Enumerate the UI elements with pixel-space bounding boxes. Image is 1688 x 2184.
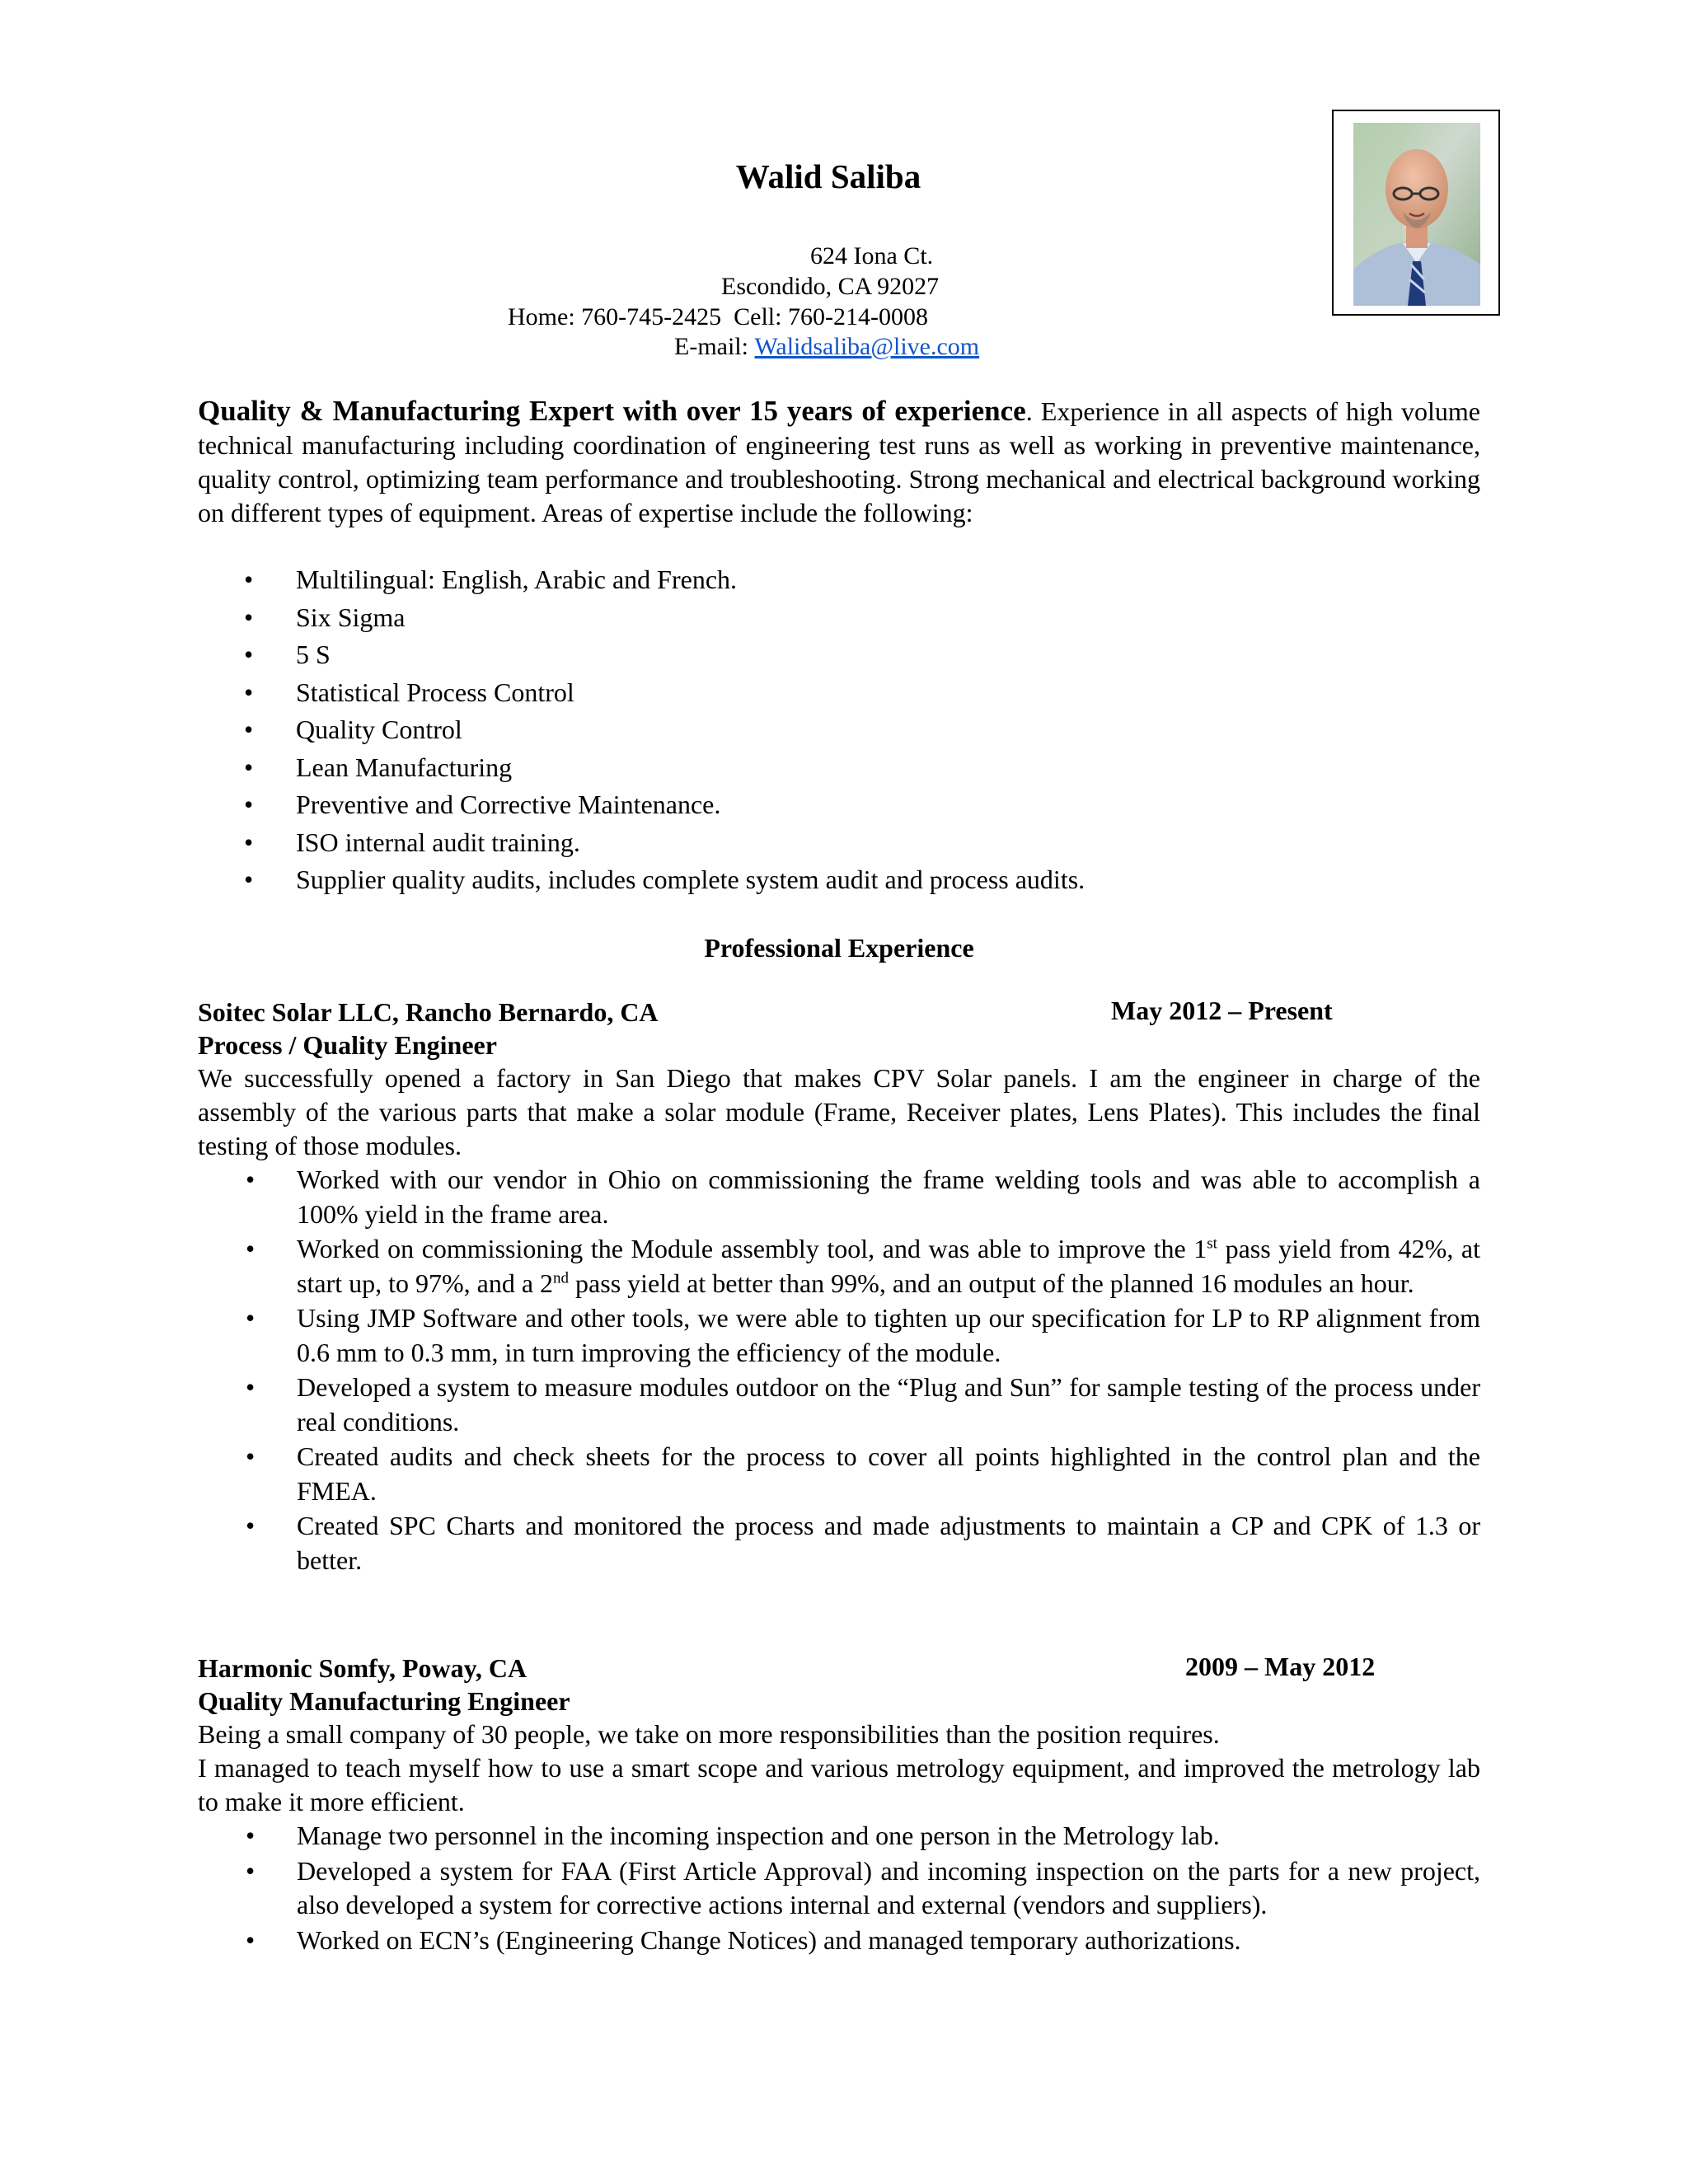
job-description: [198, 1718, 1480, 1819]
email-label: E-mail:: [674, 333, 755, 360]
summary-lead: Quality & Manufacturing Expert with over 15 years of experience: [198, 395, 1026, 427]
job-bullets-container: [198, 1163, 1480, 1577]
address-street: 624 Iona Ct.: [810, 242, 934, 269]
job-dates: 2009 – May 2012: [1185, 1652, 1376, 1681]
skill-item: • Preventive and Corrective Maintenance.: [198, 786, 1480, 824]
skill-item: • ISO internal audit training.: [198, 824, 1480, 862]
job-bullets-container: [198, 1819, 1480, 1957]
email-link[interactable]: Walidsaliba@live.com: [754, 333, 980, 360]
address-city: Escondido, CA 92027: [721, 273, 940, 300]
job-company: Soitec Solar LLC, Rancho Bernardo, CA: [198, 997, 659, 1027]
skill-item: • Quality Control: [198, 711, 1480, 749]
job-bullet-text: Worked on commissioning the Module assembly tool, and was able to improve the 1st pass yield from 42%, at start up, to 97%, and a 2nd pass yield at better than 99%, and an output of the planned 16 modules an hour.: [297, 1234, 1481, 1298]
candidate-name: Walid Saliba: [735, 157, 921, 195]
skills-list: [198, 561, 1480, 899]
job-bullets: [198, 1819, 1480, 1957]
job-bullet: • Created audits and check sheets for the process to cover all points highlighted in the control plan and the FMEA.: [198, 1440, 1480, 1508]
job-bullet: • Developed a system for FAA (First Article Approval) and incoming inspection on the parts for a new project, also developed a system for corrective actions internal and external (vendors and suppliers).: [198, 1854, 1480, 1923]
job-bullets: [198, 1163, 1480, 1577]
summary-paragraph: [198, 394, 1480, 530]
phone-numbers: Home: 760-745-2425 Cell: 760-214-0008: [508, 303, 928, 330]
job-bullet: • Developed a system to measure modules outdoor on the “Plug and Sun” for sample testing of the process under real conditions.: [198, 1371, 1480, 1439]
skill-item: • Lean Manufacturing: [198, 749, 1480, 787]
job-description-text: I managed to teach myself how to use a smart scope and various metrology equipment, and improved the metrology lab to make it more efficient.: [198, 1753, 1480, 1816]
skill-item: • Six Sigma: [198, 599, 1480, 637]
section-title-experience: Professional Experience: [704, 933, 974, 963]
job-bullet: • Using JMP Software and other tools, we were able to tighten up our specification for LP to RP alignment from 0.6 mm to 0.3 mm, in turn improving the efficiency of the module.: [198, 1301, 1480, 1370]
profile-photo-frame: [1332, 110, 1500, 316]
job-description-text: Being a small company of 30 people, we take on more responsibilities than the position requires.: [198, 1719, 1220, 1749]
skill-item: • Supplier quality audits, includes complete system audit and process audits.: [198, 861, 1480, 899]
job-bullet: [198, 1232, 1480, 1301]
job-bullet: • Manage two personnel in the incoming inspection and one person in the Metrology lab.: [198, 1819, 1480, 1854]
skills-list-container: [198, 561, 1480, 899]
job-bullet: • Worked on ECN’s (Engineering Change Notices) and managed temporary authorizations.: [198, 1924, 1480, 1958]
skill-item: • 5 S: [198, 636, 1480, 674]
job-title: Process / Quality Engineer: [198, 1030, 497, 1060]
summary-text: . Experience in all aspects of high volume technical manufacturing including coordination of engineering test runs as well as working in preventive maintenance, quality control, optimizing team performance and troubleshooting. Strong mechanical and electrical background working on different types of equipment. Areas of expertise include the following:: [198, 396, 1481, 527]
job-dates: May 2012 – Present: [1111, 996, 1333, 1025]
job-title: Quality Manufacturing Engineer: [198, 1686, 570, 1716]
job-company: Harmonic Somfy, Poway, CA: [198, 1653, 528, 1683]
email-line: [674, 332, 979, 362]
job-bullet: • Worked with our vendor in Ohio on commissioning the frame welding tools and was able to accomplish a 100% yield in the frame area.: [198, 1163, 1480, 1231]
skill-item: • Multilingual: English, Arabic and French.: [198, 561, 1480, 599]
skill-item: • Statistical Process Control: [198, 674, 1480, 712]
job-description: [198, 1062, 1480, 1163]
job-description-text: We successfully opened a factory in San Diego that makes CPV Solar panels. I am the engineer in charge of the assembly of the various parts that make a solar module (Frame, Receiver plates, Lens Plates). This includes the final testing of those modules.: [198, 1063, 1480, 1160]
profile-photo: [1353, 123, 1480, 306]
job-bullet: • Created SPC Charts and monitored the process and made adjustments to maintain a CP and CPK of 1.3 or better.: [198, 1509, 1480, 1577]
summary-section: [198, 394, 1480, 530]
